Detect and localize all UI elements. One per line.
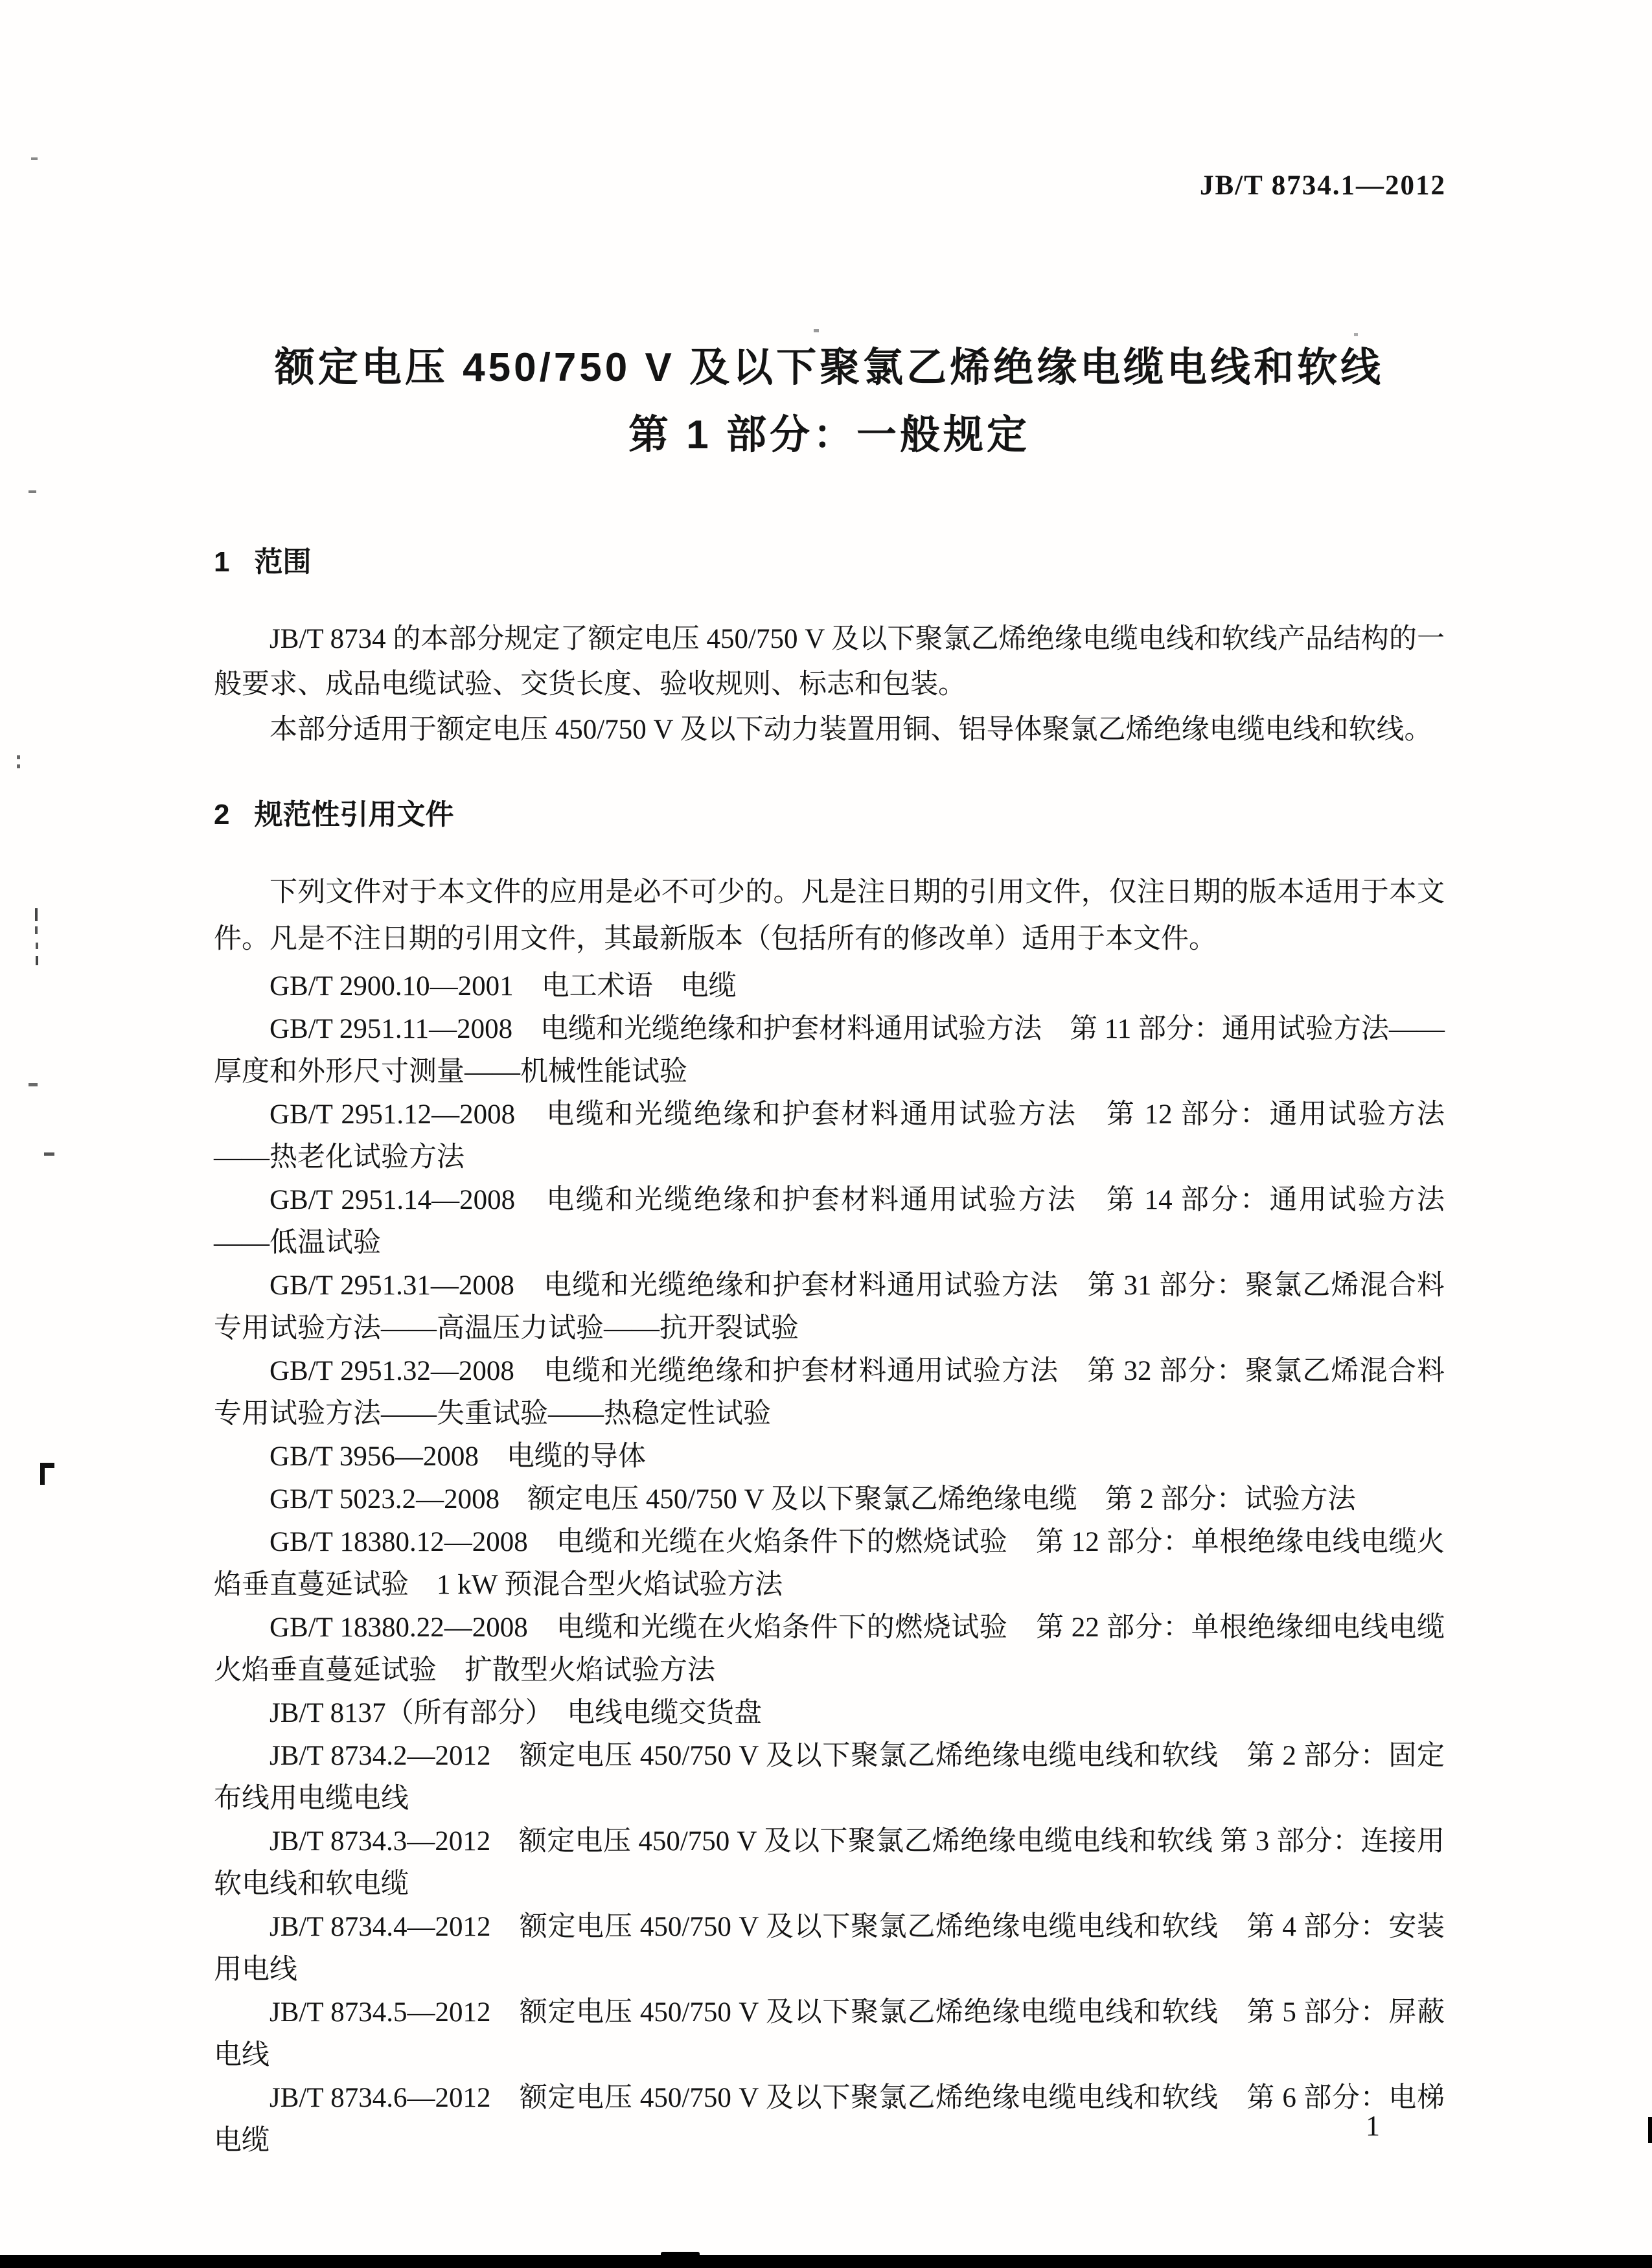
section-references-label: 规范性引用文件 bbox=[254, 799, 454, 830]
reference-item: GB/T 2951.12—2008 电缆和光缆绝缘和护套材料通用试验方法 第 12 部分：通用试验方法——热老化试验方法 bbox=[214, 1099, 1445, 1173]
reference-item: GB/T 2951.11—2008 电缆和光缆绝缘和护套材料通用试验方法 第 11 部分：通用试验方法——厚度和外形尺寸测量——机械性能试验 bbox=[214, 1014, 1445, 1087]
reference-item: JB/T 8734.3—2012 额定电压 450/750 V 及以下聚氯乙烯绝缘电缆电线和软线 第 3 部分：连接用软电线和软电缆 bbox=[214, 1826, 1445, 1899]
section-scope-label: 范围 bbox=[254, 546, 312, 578]
reference-item: GB/T 18380.22—2008 电缆和光缆在火焰条件下的燃烧试验 第 22 部分：单根绝缘细电线电缆火焰垂直蔓延试验 扩散型火焰试验方法 bbox=[214, 1612, 1445, 1686]
title-line-1: 额定电压 450/750 V 及以下聚氯乙烯绝缘电缆电线和软线 bbox=[274, 345, 1384, 390]
scan-artifact bbox=[40, 1463, 45, 1485]
reference-item: GB/T 18380.12—2008 电缆和光缆在火焰条件下的燃烧试验 第 12 部分：单根绝缘电线电缆火焰垂直蔓延试验 1 kW 预混合型火焰试验方法 bbox=[214, 1527, 1445, 1600]
reference-item: GB/T 5023.2—2008 额定电压 450/750 V 及以下聚氯乙烯绝缘电缆 第 2 部分：试验方法 bbox=[270, 1484, 1356, 1515]
reference-item: JB/T 8734.2—2012 额定电压 450/750 V 及以下聚氯乙烯绝缘电缆电线和软线 第 2 部分：固定布线用电缆电线 bbox=[214, 1741, 1445, 1814]
section-scope-body bbox=[214, 617, 1445, 753]
page-number: 1 bbox=[1366, 2110, 1380, 2142]
reference-item: JB/T 8734.4—2012 额定电压 450/750 V 及以下聚氯乙烯绝缘电缆电线和软线 第 4 部分：安装用电线 bbox=[214, 1912, 1445, 1985]
section-scope-heading bbox=[214, 544, 1445, 580]
scan-artifact bbox=[29, 490, 36, 493]
document-title bbox=[214, 334, 1445, 469]
section-references-heading bbox=[214, 797, 1445, 833]
reference-item: JB/T 8137（所有部分） 电线电缆交货盘 bbox=[270, 1698, 763, 1728]
scope-paragraph-2: 本部分适用于额定电压 450/750 V 及以下动力装置用铜、铝导体聚氯乙烯绝缘电缆电线和软线。 bbox=[270, 715, 1432, 745]
scan-artifact bbox=[35, 908, 38, 921]
scope-paragraph-1: JB/T 8734 的本部分规定了额定电压 450/750 V 及以下聚氯乙烯绝缘电缆电线和软线产品结构的一般要求、成品电缆试验、交货长度、验收规则、标志和包装。 bbox=[214, 624, 1445, 700]
scan-artifact bbox=[17, 764, 20, 768]
scan-artifact bbox=[31, 157, 38, 160]
reference-item: JB/T 8734.6—2012 额定电压 450/750 V 及以下聚氯乙烯绝缘电缆电线和软线 第 6 部分：电梯电缆 bbox=[214, 2083, 1445, 2156]
scan-artifact bbox=[1354, 333, 1358, 336]
section-scope-number: 1 bbox=[214, 546, 230, 578]
standard-code: JB/T 8734.1—2012 bbox=[1199, 170, 1446, 201]
reference-list bbox=[214, 965, 1445, 2162]
scan-footer-bump bbox=[661, 2252, 700, 2256]
scan-artifact bbox=[814, 329, 819, 332]
scan-artifact bbox=[29, 1083, 38, 1086]
title-line-2: 第 1 部分：一般规定 bbox=[628, 413, 1030, 457]
scan-edge-mark bbox=[1648, 2117, 1652, 2143]
reference-item: GB/T 2951.31—2008 电缆和光缆绝缘和护套材料通用试验方法 第 31 部分：聚氯乙烯混合料专用试验方法——高温压力试验——抗开裂试验 bbox=[214, 1270, 1445, 1344]
references-intro-paragraph: 下列文件对于本文件的应用是必不可少的。凡是注日期的引用文件，仅注日期的版本适用于本文件。凡是不注日期的引用文件，其最新版本（包括所有的修改单）适用于本文件。 bbox=[214, 877, 1445, 954]
reference-item: GB/T 3956—2008 电缆的导体 bbox=[270, 1441, 646, 1472]
scan-artifact bbox=[44, 1152, 54, 1156]
reference-item: JB/T 8734.5—2012 额定电压 450/750 V 及以下聚氯乙烯绝缘电缆电线和软线 第 5 部分：屏蔽电线 bbox=[214, 1997, 1445, 2070]
section-references-number: 2 bbox=[214, 799, 230, 830]
scan-artifact bbox=[36, 943, 38, 949]
scan-artifact bbox=[17, 755, 20, 759]
scan-artifact bbox=[36, 956, 38, 965]
reference-item: GB/T 2951.32—2008 电缆和光缆绝缘和护套材料通用试验方法 第 32 部分：聚氯乙烯混合料专用试验方法——失重试验——热稳定性试验 bbox=[214, 1356, 1445, 1429]
reference-item: GB/T 2951.14—2008 电缆和光缆绝缘和护套材料通用试验方法 第 14 部分：通用试验方法——低温试验 bbox=[214, 1185, 1445, 1258]
section-references-body bbox=[214, 869, 1445, 963]
reference-item: GB/T 2900.10—2001 电工术语 电缆 bbox=[270, 971, 737, 1002]
scan-artifact bbox=[35, 926, 38, 934]
scan-footer-bar bbox=[0, 2255, 1652, 2268]
